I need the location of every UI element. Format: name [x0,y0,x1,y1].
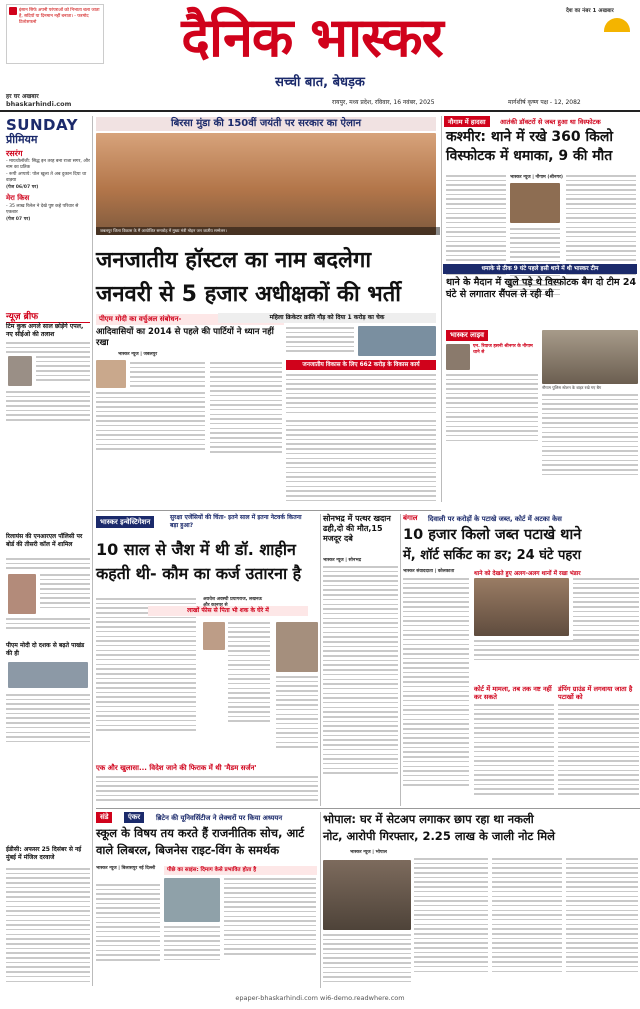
sunday-anchor-text-1 [96,884,160,964]
rasrang-item-1: - मायथोलॉजी: सिद्ध इन तरह बना राजा सगर, और नाम का प्रतिक [6,159,90,170]
left-column [6,116,90,986]
fees-inset-banner: लाखों फीस से पिता भी शक के घेरे में [148,606,308,616]
brief-4-headline[interactable]: ईडीसी: अफसर 25 दिसंबर से नई मुंबई में मंजिल दरवाजे [6,846,82,861]
lead-text-1 [130,362,205,390]
rasrang-item-2: - रूपी अप्पाये: पोल खुला ते अब दुकान दिया था वाक़्या [6,172,87,183]
kashmir-tag: नौगाम में हादसा [444,116,490,127]
investigation-headline-2[interactable]: कहती थी- कौम का कर्ज उतारना है [96,564,302,583]
lead-photo [96,133,436,235]
brief-2-text-2 [40,574,90,612]
lead-text-2 [96,392,205,453]
investigation-byline: अवधेश अवस्थी प्रयागराज, लखनऊ [203,597,262,602]
team-text-2 [542,394,638,478]
kashmir-headline-1[interactable]: कश्मीर: थाने में रखे 360 किलो [446,129,614,145]
brief-1-text [6,342,90,356]
bengal-box-1-text [474,704,554,798]
bhopal-headline-1[interactable]: भोपाल: घर में सेटअप लगाकर छाप रहा था नकली [323,812,534,826]
team-photo-caption: नौगाम पुलिस स्टेशन के बाहर रखे गए बैग [542,385,602,390]
kashmir-byline: भास्कर न्यूज | नौगाम (श्रीनगर) [510,175,564,180]
father-photo [276,622,318,672]
left-column-divider [92,116,93,986]
bottom-divider [320,812,321,988]
bengal-text-3 [474,640,639,663]
bhopal-headline-2[interactable]: नोट, आरोपी गिरफ्तार, 2.25 लाख के जाली नोट मिले [323,829,555,843]
right-column-divider [441,116,442,502]
bengal-divider [400,514,401,806]
modi-photo [96,360,126,388]
lead-bottom-rule [96,510,441,511]
tagline: सच्ची बात, बेधड़क [275,75,365,90]
team-photo [542,330,638,384]
investigation-text-4 [96,776,318,804]
lead-headline-2[interactable]: जनवरी से 5 हजार अधीक्षकों की भर्ती [96,282,402,307]
logo-text: दैनिक भास्कर [181,6,443,69]
margashirsha: मार्गशीर्ष कृष्ण पक्ष - 12, 2082 [508,99,581,106]
mein-kiss-label[interactable]: मेरा किस [6,194,30,202]
brief-1-text-3 [6,391,90,424]
investigation-tag [96,516,154,528]
quote-icon [9,7,17,15]
bengal-photo [474,578,569,636]
lead-strap: पीएम मोदी का वर्चुअल संबोधन- [96,314,284,325]
bengal-text-2 [573,578,639,644]
bhaskar-team-banner: धमाके से ठीक 9 घंटे पहले इसी थाने में थी भास्कर टीम [443,264,637,274]
masthead [0,0,640,112]
sunday-anchor-inset: पीछे का साइंस: दिमाग केसे प्रभावित होता है [164,866,317,875]
dateline: रायपुर, मध्य प्रदेश, रविवार, 16 नवंबर, 2025 [332,99,435,106]
brief-3-headline[interactable]: पीएम मोदी दो दशक से बढ़ते पाखंड की ही [6,642,85,657]
bhopal-text-2 [492,858,562,975]
bhopal-byline: भास्कर न्यूज | भोपाल [350,850,387,855]
investigation-text-3 [276,676,318,751]
bengal-photo-kicker: थाने को देखते हुए अलग-अलग थानों में रखा भंडार [474,571,581,577]
bhopal-text-4 [323,934,411,986]
investigation-tag-text: भास्कर इन्वेस्टिगेशन [100,518,151,526]
sunday-anchor-tag: संडे [96,812,112,823]
cricket-photo [358,326,436,356]
brief-2-photo [8,574,36,614]
lead-text-4 [286,420,436,504]
bengal-text-1 [403,578,469,789]
top-right-badge: देश का नंबर 1 अखबार [566,8,614,14]
premium-label: प्रीमियम [6,133,38,146]
sonbhadra-text [323,566,398,777]
quote-box [6,4,104,64]
sunday-anchor-photo [164,878,220,922]
brief-3-text [6,694,90,746]
bhopal-text-3 [566,858,638,975]
news-brief-label: न्यूज़ ब्रीफ [6,309,90,323]
sunday-title: SUNDAY [6,116,79,134]
bengal-box-2-head: डंपिंग ग्राउंड में लगवाया जाता है पटाखों को [558,685,633,701]
investigation-headline-1[interactable]: 10 साल से जैश में थी डॉ. शाहीन [96,540,296,559]
sonbhadra-byline: भास्कर न्यूज | सोनभद्र [323,558,362,563]
lead-banner[interactable]: बिरसा मुंडा की 150वीं जयंती पर सरकार का ऐलान [96,117,436,131]
sunday-anchor-headline-1[interactable]: स्कूल के विषय तय करते हैं राजनीतिक सोच, आर्ट [96,826,304,840]
masthead-rule [0,110,640,112]
logo-sun-icon [604,18,630,32]
page-ref-2: (पेज 07 पर) [6,217,31,222]
logo[interactable] [142,6,482,76]
bhopal-photo [323,860,411,930]
middle-bottom-rule [96,808,640,809]
rasrang-label[interactable]: रसरंग [6,149,23,158]
footer-url[interactable]: epaper-bhaskarhindi.com wi6-demo.readwhere.com [235,994,405,1002]
brief-3-photo [8,662,88,688]
bengal-kicker: दिवाली पर करोड़ों के पटाखे जब्त, कोर्ट में अटका केस [428,515,562,523]
investigation-text-1 [96,598,196,734]
kashmir-text-1 [446,175,506,278]
har-ghar-label: हर घर अखबार [6,93,39,100]
sunday-anchor-kicker: ब्रिटेन की यूनिवर्सिटीज ने लेक्चरों पर किया अध्ययन [156,814,283,822]
kashmir-text-3 [566,175,636,278]
bhopal-text-1 [414,858,488,975]
kashmir-kicker: आतंकी डॉक्टरों से जब्त हुआ था विस्फोटक [500,118,601,126]
investigation-kicker: सुरक्षा एजेंसियों की चिंता- इतने साल में इतना नेटवर्क कितना बड़ा हुआ? [170,514,302,529]
website-label: bhaskarhindi.com [6,100,72,108]
lead-text-3 [210,362,282,456]
brief-2-text [6,558,90,572]
reporter-photo [446,344,470,370]
cricket-text [286,327,354,355]
development-text [286,374,436,416]
bengal-headline-1[interactable]: 10 हजार किलो जब्त पटाखे थाने [403,527,582,543]
bhaskar-team-headline[interactable]: थाने के मैदान में खुले पड़े थे विस्फोटक बैग दो टीम 24 घंटे से लगातार सैंपल ले रही थी [446,277,637,300]
brief-1-text-2 [36,356,90,384]
shaheen-photo [203,622,225,650]
bengal-box-1-head: कोर्ट में मामला, तब तक नष्ट नहीं कर सकते [474,685,552,701]
brief-4-text [6,868,90,985]
lead-subhead: आदिवासियों का 2014 से पहले की पार्टियों ने ध्यान नहीं रखा [96,327,274,348]
reporter-name: एन. रियाज हसनी श्रीनगर के नौगाम थाने से [473,344,533,355]
sunday-anchor-byline: भास्कर न्यूज | बिलासपुर नई दिल्ली [96,866,156,871]
lead-photo-caption: जबलपुर जिला विकास के मैं आयोजित समारोह में मुख्य मंत्री मोहन जन जातीय सम्मेलन। [96,227,440,235]
page-ref-1: (पेज 06/07 पर) [6,185,39,190]
kashmir-photo [510,183,560,223]
masthead-quote: इंसान सिर्फ अपनी परंपराओं को निभाता चला जाता है, सदियों या दिनमान नहीं बनाता। - फरमोद टिल्टेसफनो [19,8,100,25]
sunday-anchor-text-2 [224,878,316,958]
brief-1-headline[interactable]: टिम कुक अगले साल छोड़ेंगे एपल, नए सीईओ की तलाश [6,323,84,338]
bengal-tag: बंगाल [403,514,418,522]
bengal-headline-2[interactable]: में, शॉर्ट सर्किट का डर; 24 घंटे पहरा [403,548,581,563]
bengal-box-2-text [558,704,639,798]
sunday-anchor-headline-2[interactable]: वाले लिबरल, बिजनेस राइट-विंग के समर्थक [96,843,280,857]
bengal-byline: भास्कर संवाददाता | कोलकाता [403,569,455,574]
mein-item-1: - 35 लाख रिलेल ने देखे पुष्ट कहे परिवार से एकबार [6,204,79,215]
investigation-text-2 [228,622,270,725]
sunday-anchor-tag-2: एंकर [124,812,144,823]
bhaskar-live-tag: भास्कर लाइव [446,330,488,341]
sonbhadra-headline[interactable]: सोनभद्र में पत्थर खदान ढही,दो की मौत,15 मजदूर दबे [323,514,391,543]
cricket-inset-banner: महिला क्रिकेटर क्रांति गौड़ को दिया 1 करोड़ का चेक [218,313,436,323]
brief-1-photo [8,356,32,386]
team-text-1 [446,374,538,444]
lead-headline-1[interactable]: जनजातीय हॉस्टल का नाम बदलेगा [96,248,372,273]
lead-byline: भास्कर न्यूज | जबलपुर [118,352,158,357]
kashmir-headline-2[interactable]: विस्फोटक में धमाका, 9 की मौत [446,148,613,164]
ek-aur-khulasa[interactable]: एक और खुलासा... विदेश जाने की फिराक में थी 'मैडम सर्जन' [96,764,257,772]
development-banner: जनजातीय विकास के लिए 662 करोड़ के विकास कार्य [286,360,436,370]
mid-divider [320,514,321,806]
brief-2-headline[interactable]: रिलायंस की एनआरएल पॉलिसी पर बोर्ड की तीसरी कॉल में शामिल [6,533,83,548]
sunday-anchor-text-3 [164,926,220,964]
brief-2-text-3 [6,618,90,632]
